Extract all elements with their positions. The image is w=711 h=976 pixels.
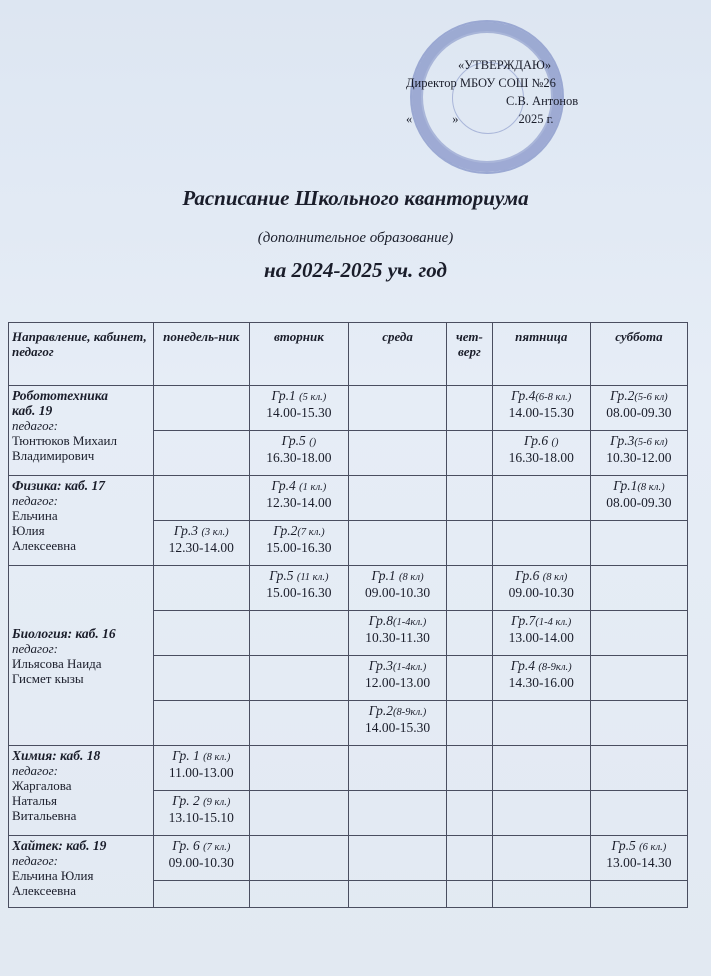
biology-label: Биология: каб. 16 педагог: Ильясова Наида Гисмет кызы (9, 566, 154, 746)
cell (447, 611, 493, 656)
cell (153, 566, 249, 611)
cell: Гр.2(7 кл.) 15.00-16.30 (249, 521, 348, 566)
header-friday: пятница (492, 323, 590, 386)
table-row (9, 746, 688, 791)
cell (447, 476, 493, 521)
header-thursday: чет-верг (447, 323, 493, 386)
approval-date: « » 2025 г. (406, 112, 554, 126)
cell: Гр.5 () 16.30-18.00 (249, 431, 348, 476)
cell: Гр.3(1-4кл.) 12.00-13.00 (348, 656, 446, 701)
approval-director: Директор МБОУ СОШ №26 (406, 76, 556, 90)
approval-heading: «УТВЕРЖДАЮ» (458, 58, 552, 72)
cell (447, 656, 493, 701)
cell (590, 566, 687, 611)
cell (590, 791, 687, 836)
cell (348, 746, 446, 791)
table-row (9, 476, 688, 521)
cell (249, 656, 348, 701)
cell (447, 566, 493, 611)
cell (153, 431, 249, 476)
cell: Гр.8(1-4кл.) 10.30-11.30 (348, 611, 446, 656)
cell: Гр.3(5-6 кл) 10.30-12.00 (590, 431, 687, 476)
cell: Гр.3 (3 кл.) 12.30-14.00 (153, 521, 249, 566)
cell (447, 386, 493, 431)
cell: Гр.1 (5 кл.) 14.00-15.30 (249, 386, 348, 431)
approval-block (406, 56, 606, 128)
header-saturday: суббота (590, 323, 687, 386)
cell (348, 836, 446, 881)
cell (447, 701, 493, 746)
cell (492, 746, 590, 791)
cell: Гр.4 (1 кл.) 12.30-14.00 (249, 476, 348, 521)
cell (447, 836, 493, 881)
cell (590, 746, 687, 791)
cell (153, 701, 249, 746)
cell (153, 881, 249, 908)
schedule-table (8, 322, 688, 908)
cell: Гр. 6 (7 кл.) 09.00-10.30 (153, 836, 249, 881)
cell (590, 656, 687, 701)
table-row (9, 386, 688, 431)
cell (492, 791, 590, 836)
page-subtitle: (дополнительное образование) (257, 230, 454, 246)
cell (249, 701, 348, 746)
cell: Гр.6 (8 кл) 09.00-10.30 (492, 566, 590, 611)
approval-name: С.В. Антонов (506, 94, 579, 108)
cell (348, 476, 446, 521)
cell: Гр.4 (8-9кл.) 14.30-16.00 (492, 656, 590, 701)
cell (590, 521, 687, 566)
cell (249, 836, 348, 881)
table-header-row (9, 323, 688, 386)
cell (348, 521, 446, 566)
cell (590, 611, 687, 656)
cell (590, 881, 687, 908)
robotics-label: Робототехника каб. 19 педагог: Тюнтюков Михаил Владимирович (9, 386, 154, 476)
cell (447, 431, 493, 476)
cell (447, 521, 493, 566)
cell (348, 791, 446, 836)
chemistry-label: Химия: каб. 18 педагог: Жаргалова Наталья Витальевна (9, 746, 154, 836)
cell (153, 386, 249, 431)
cell: Гр.4(6-8 кл.) 14.00-15.30 (492, 386, 590, 431)
cell: Гр.5 (6 кл.) 13.00-14.30 (590, 836, 687, 881)
cell (492, 881, 590, 908)
cell (492, 476, 590, 521)
page-title: Расписание Школьного кванториума (182, 186, 529, 210)
page-year: на 2024-2025 уч. год (264, 258, 447, 282)
cell (492, 836, 590, 881)
cell: Гр.2(5-6 кл) 08.00-09.30 (590, 386, 687, 431)
physics-label: Физика: каб. 17 педагог: Ельчина Юлия Алексеевна (9, 476, 154, 566)
table-row (9, 566, 688, 611)
cell (447, 746, 493, 791)
table-row (9, 836, 688, 881)
header-monday: понедель-ник (153, 323, 249, 386)
cell (153, 476, 249, 521)
header-wednesday: среда (348, 323, 446, 386)
cell (348, 881, 446, 908)
hitek-label: Хайтек: каб. 19 педагог: Ельчина Юлия Алексеевна (9, 836, 154, 908)
cell (153, 656, 249, 701)
cell (348, 386, 446, 431)
cell: Гр.1(8 кл.) 08.00-09.30 (590, 476, 687, 521)
cell (348, 431, 446, 476)
cell (447, 791, 493, 836)
cell: Гр.5 (11 кл.) 15.00-16.30 (249, 566, 348, 611)
header-tuesday: вторник (249, 323, 348, 386)
cell (492, 521, 590, 566)
cell (249, 746, 348, 791)
cell: Гр. 1 (8 кл.) 11.00-13.00 (153, 746, 249, 791)
cell: Гр.7(1-4 кл.) 13.00-14.00 (492, 611, 590, 656)
cell: Гр. 2 (9 кл.) 13.10-15.10 (153, 791, 249, 836)
cell (249, 881, 348, 908)
cell (590, 701, 687, 746)
cell (492, 701, 590, 746)
cell (249, 611, 348, 656)
cell: Гр.6 () 16.30-18.00 (492, 431, 590, 476)
cell (447, 881, 493, 908)
cell: Гр.1 (8 кл) 09.00-10.30 (348, 566, 446, 611)
cell: Гр.2(8-9кл.) 14.00-15.30 (348, 701, 446, 746)
cell (153, 611, 249, 656)
cell (249, 791, 348, 836)
header-direction: Направление, кабинет, педагог (9, 323, 154, 386)
